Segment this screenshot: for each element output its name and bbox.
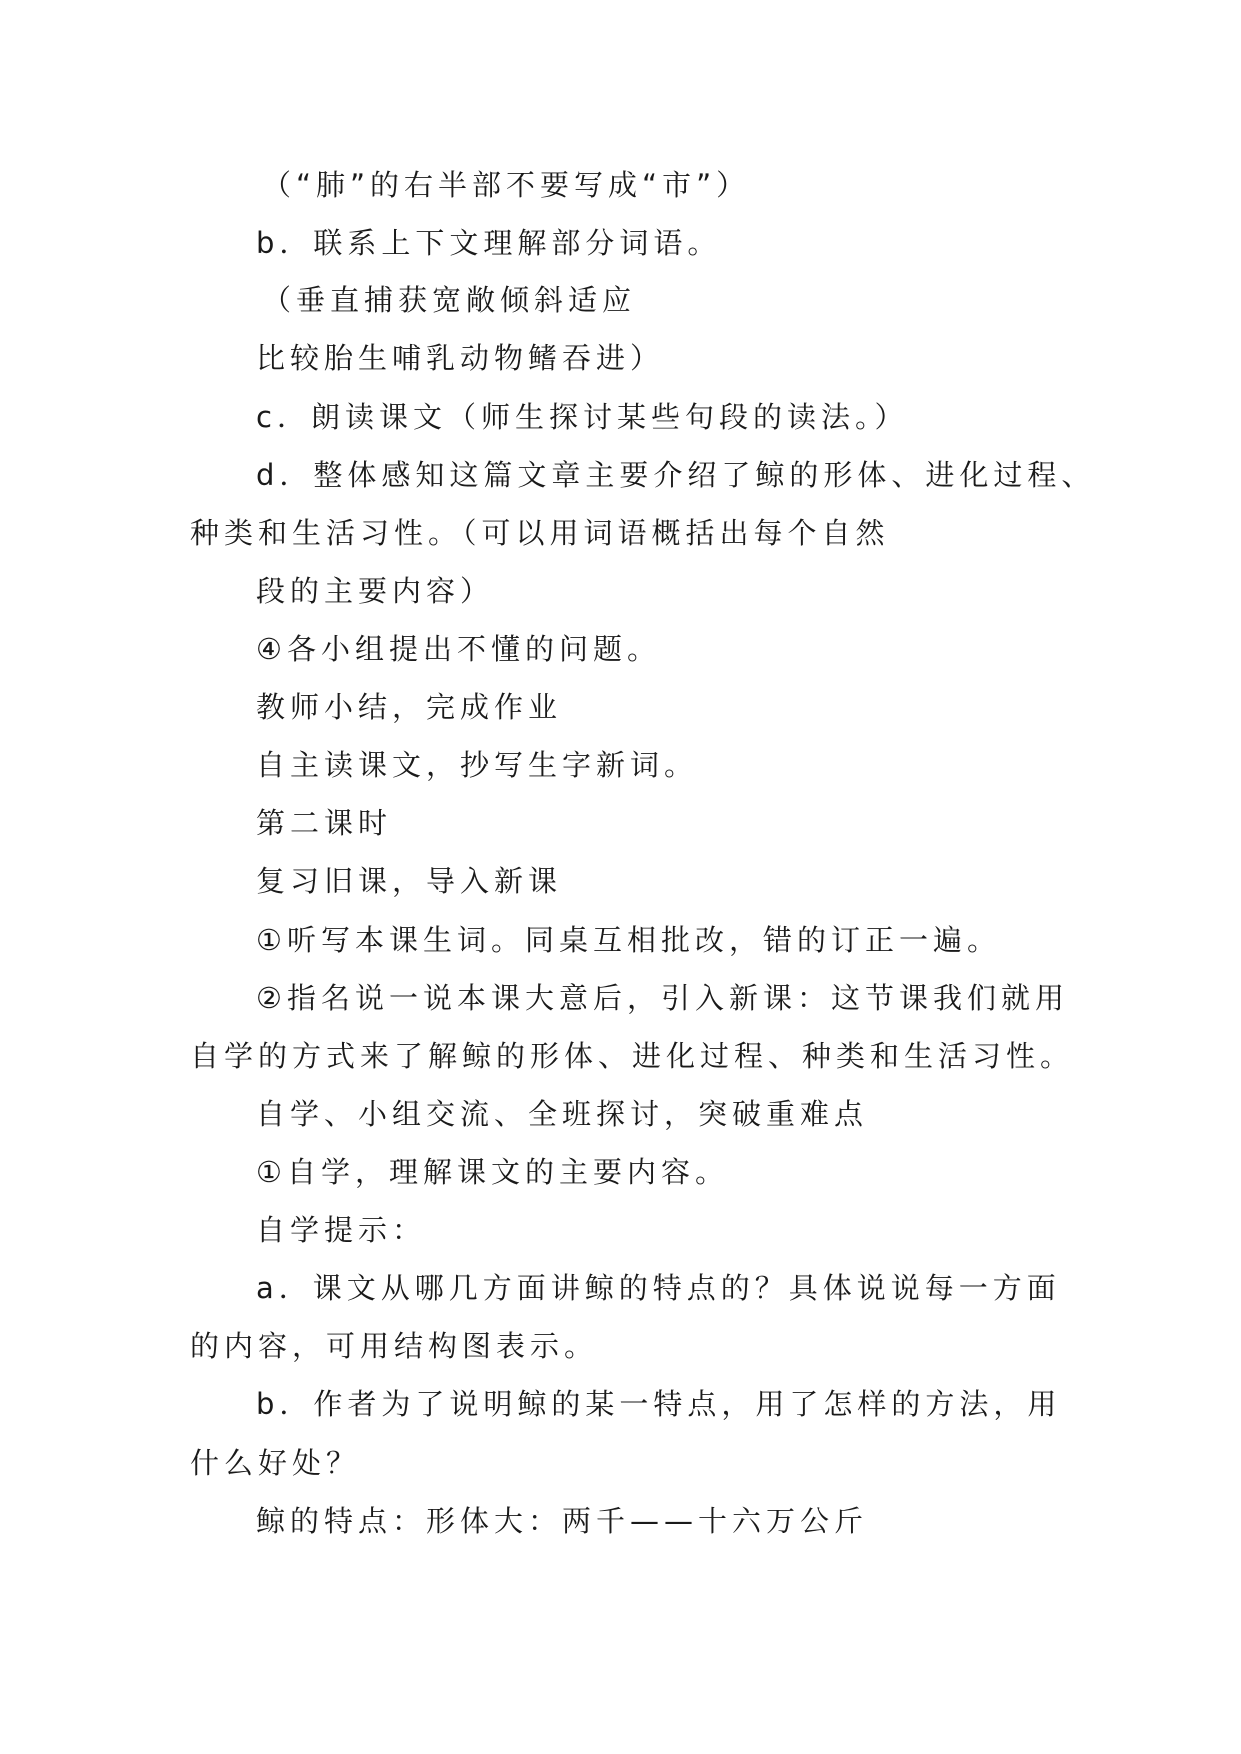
text-line: ①自学，理解课文的主要内容。: [256, 1155, 729, 1189]
text-line: 教师小结，完成作业: [256, 690, 563, 724]
text-line: d．整体感知这篇文章主要介绍了鲸的形体、进化过程、: [256, 458, 1096, 492]
text-line: 比较胎生哺乳动物鳍吞进）: [256, 341, 665, 375]
text-line: 自学提示：: [256, 1213, 427, 1247]
text-line: 的内容，可用结构图表示。: [190, 1329, 599, 1363]
text-line: c．朗读课文（师生探讨某些句段的读法。）: [256, 400, 909, 434]
text-line: （“肺”的右半部不要写成“市”）: [262, 168, 751, 202]
text-line: 第二课时: [256, 806, 393, 840]
text-line: 鲸的特点：形体大：两千——十六万公斤: [256, 1504, 869, 1538]
text-line: 段的主要内容）: [256, 574, 495, 608]
text-line: 自学、小组交流、全班探讨，突破重难点: [256, 1097, 869, 1131]
text-line: a．课文从哪几方面讲鲸的特点的？具体说说每一方面: [256, 1271, 1061, 1305]
text-line: 种类和生活习性。（可以用词语概括出每个自然: [190, 516, 890, 550]
text-line: 自主读课文，抄写生字新词。: [256, 748, 699, 782]
text-line: 什么好处？: [190, 1446, 361, 1480]
text-line: ①听写本课生词。同桌互相批改，错的订正一遍。: [256, 923, 1001, 957]
text-line: b．联系上下文理解部分词语。: [256, 226, 722, 260]
text-line: 自学的方式来了解鲸的形体、进化过程、种类和生活习性。: [190, 1039, 1075, 1073]
text-line: b．作者为了说明鲸的某一特点，用了怎样的方法，用: [256, 1387, 1062, 1421]
text-line: ④各小组提出不懂的问题。: [256, 632, 661, 666]
text-line: （垂直捕获宽敞倾斜适应: [262, 283, 637, 317]
text-line: ②指名说一说本课大意后，引入新课：这节课我们就用: [256, 981, 1069, 1015]
text-line: 复习旧课，导入新课: [256, 864, 563, 898]
